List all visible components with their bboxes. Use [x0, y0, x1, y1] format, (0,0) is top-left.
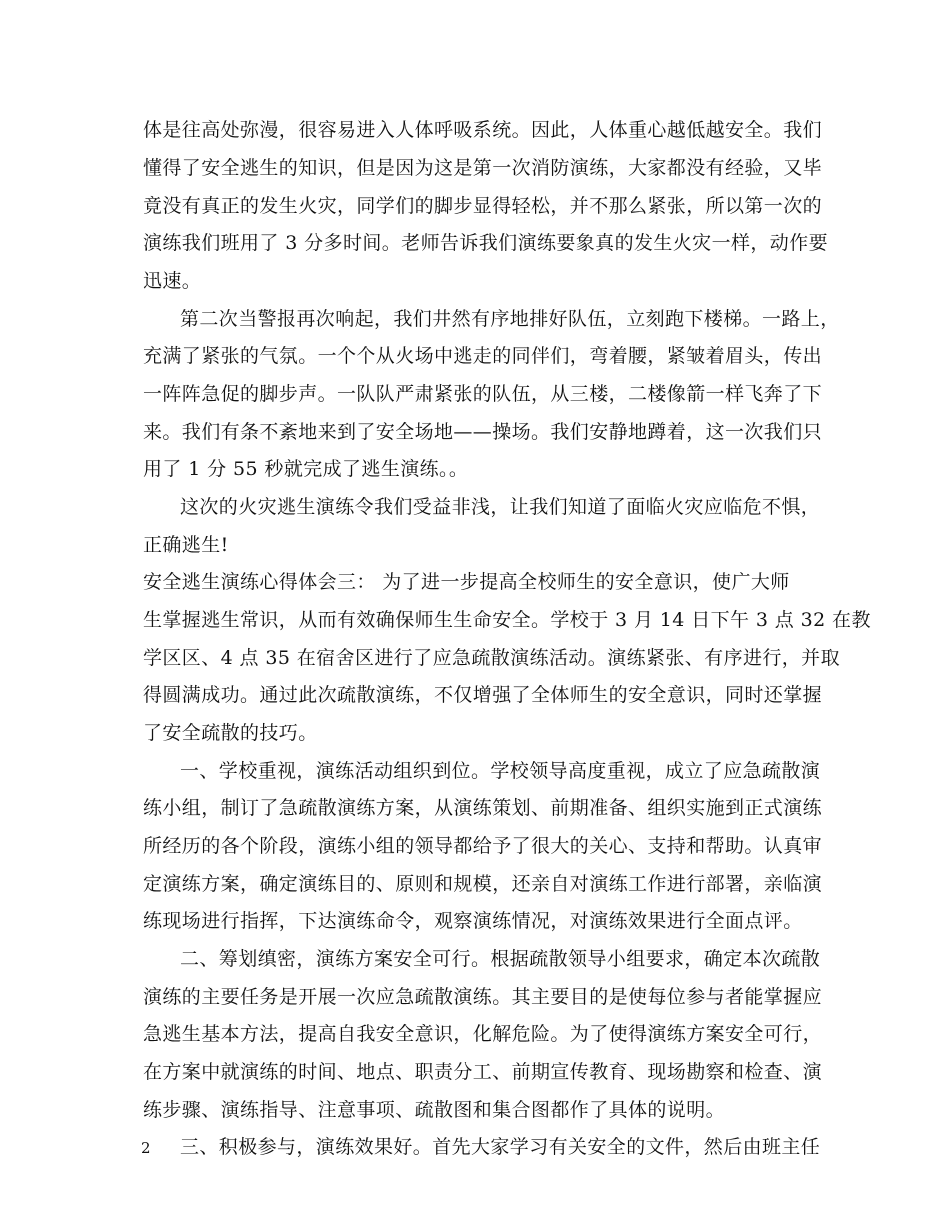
text-line: 竟没有真正的发生火灾，同学们的脚步显得轻松，并不那么紧张，所以第一次的: [143, 195, 823, 217]
text-line: 一阵阵急促的脚步声。一队队严肃紧张的队伍，从三楼，二楼像箭一样飞奔了下: [143, 383, 823, 405]
text-line: 所经历的各个阶段，演练小组的领导都给予了很大的关心、支持和帮助。认真审: [143, 835, 823, 857]
text-line: 演练的主要任务是开展一次应急疏散演练。其主要目的是使每位参与者能掌握应: [143, 986, 823, 1008]
text-line: 了安全疏散的技巧。: [143, 722, 318, 744]
text-line: 正确逃生!: [143, 534, 229, 556]
text-line: 定演练方案，确定演练目的、原则和规模，还亲自对演练工作进行部署，亲临演: [143, 873, 823, 895]
text-line: 练现场进行指挥，下达演练命令，观察演练情况，对演练效果进行全面点评。: [143, 910, 803, 932]
text-line: 学区区、4 点 35 在宿舍区进行了应急疏散演练活动。演练紧张、有序进行，并取: [143, 647, 840, 669]
text-line: 急逃生基本方法，提高自我安全意识，化解危险。为了使得演练方案安全可行，: [143, 1023, 823, 1045]
text-line: 在方案中就演练的时间、地点、职责分工、前期宣传教育、现场勘察和检查、演: [143, 1061, 823, 1083]
text-line: 体是往高处弥漫，很容易进入人体呼吸系统。因此，人体重心越低越安全。我们: [143, 119, 823, 141]
text-line: 这次的火灾逃生演练令我们受益非浅，让我们知道了面临火灾应临危不惧，: [180, 496, 821, 518]
text-line: 练小组，制订了急疏散演练方案，从演练策划、前期准备、组织实施到正式演练: [143, 797, 823, 819]
text-line: 懂得了安全逃生的知识，但是因为这是第一次消防演练，大家都没有经验，又毕: [143, 157, 823, 179]
text-line: 迅速。: [143, 270, 202, 292]
text-line: 第二次当警报再次响起，我们井然有序地排好队伍，立刻跑下楼梯。一路上，: [180, 308, 840, 330]
text-line: 生掌握逃生常识，从而有效确保师生生命安全。学校于 3 月 14 日下午 3 点 32 在教: [143, 609, 871, 631]
text-line: 练步骤、演练指导、注意事项、疏散图和集合图都作了具体的说明。: [143, 1099, 726, 1121]
text-line: 充满了紧张的气氛。一个个从火场中逃走的同伴们，弯着腰，紧皱着眉头，传出: [143, 345, 823, 367]
section-heading-line: 安全逃生演练心得体会三： 为了进一步提高全校师生的安全意识，使广大师: [143, 571, 790, 593]
text-line: 用了 1 分 55 秒就完成了逃生演练。。: [143, 458, 469, 480]
text-line: 来。我们有条不紊地来到了安全场地——操场。我们安静地蹲着，这一次我们只: [143, 421, 823, 443]
text-line: 二、筹划缜密，演练方案安全可行。根据疏散领导小组要求，确定本次疏散: [180, 948, 821, 970]
page-number: 2: [141, 1139, 151, 1157]
text-line: 演练我们班用了 3 分多时间。老师告诉我们演练要象真的发生火灾一样，动作要: [143, 232, 828, 254]
text-line: 三、积极参与，演练效果好。首先大家学习有关安全的文件，然后由班主任: [180, 1136, 821, 1158]
text-line: 得圆满成功。通过此次疏散演练，不仅增强了全体师生的安全意识，同时还掌握: [143, 684, 823, 706]
text-line: 一、学校重视，演练活动组织到位。学校领导高度重视，成立了应急疏散演: [180, 760, 821, 782]
